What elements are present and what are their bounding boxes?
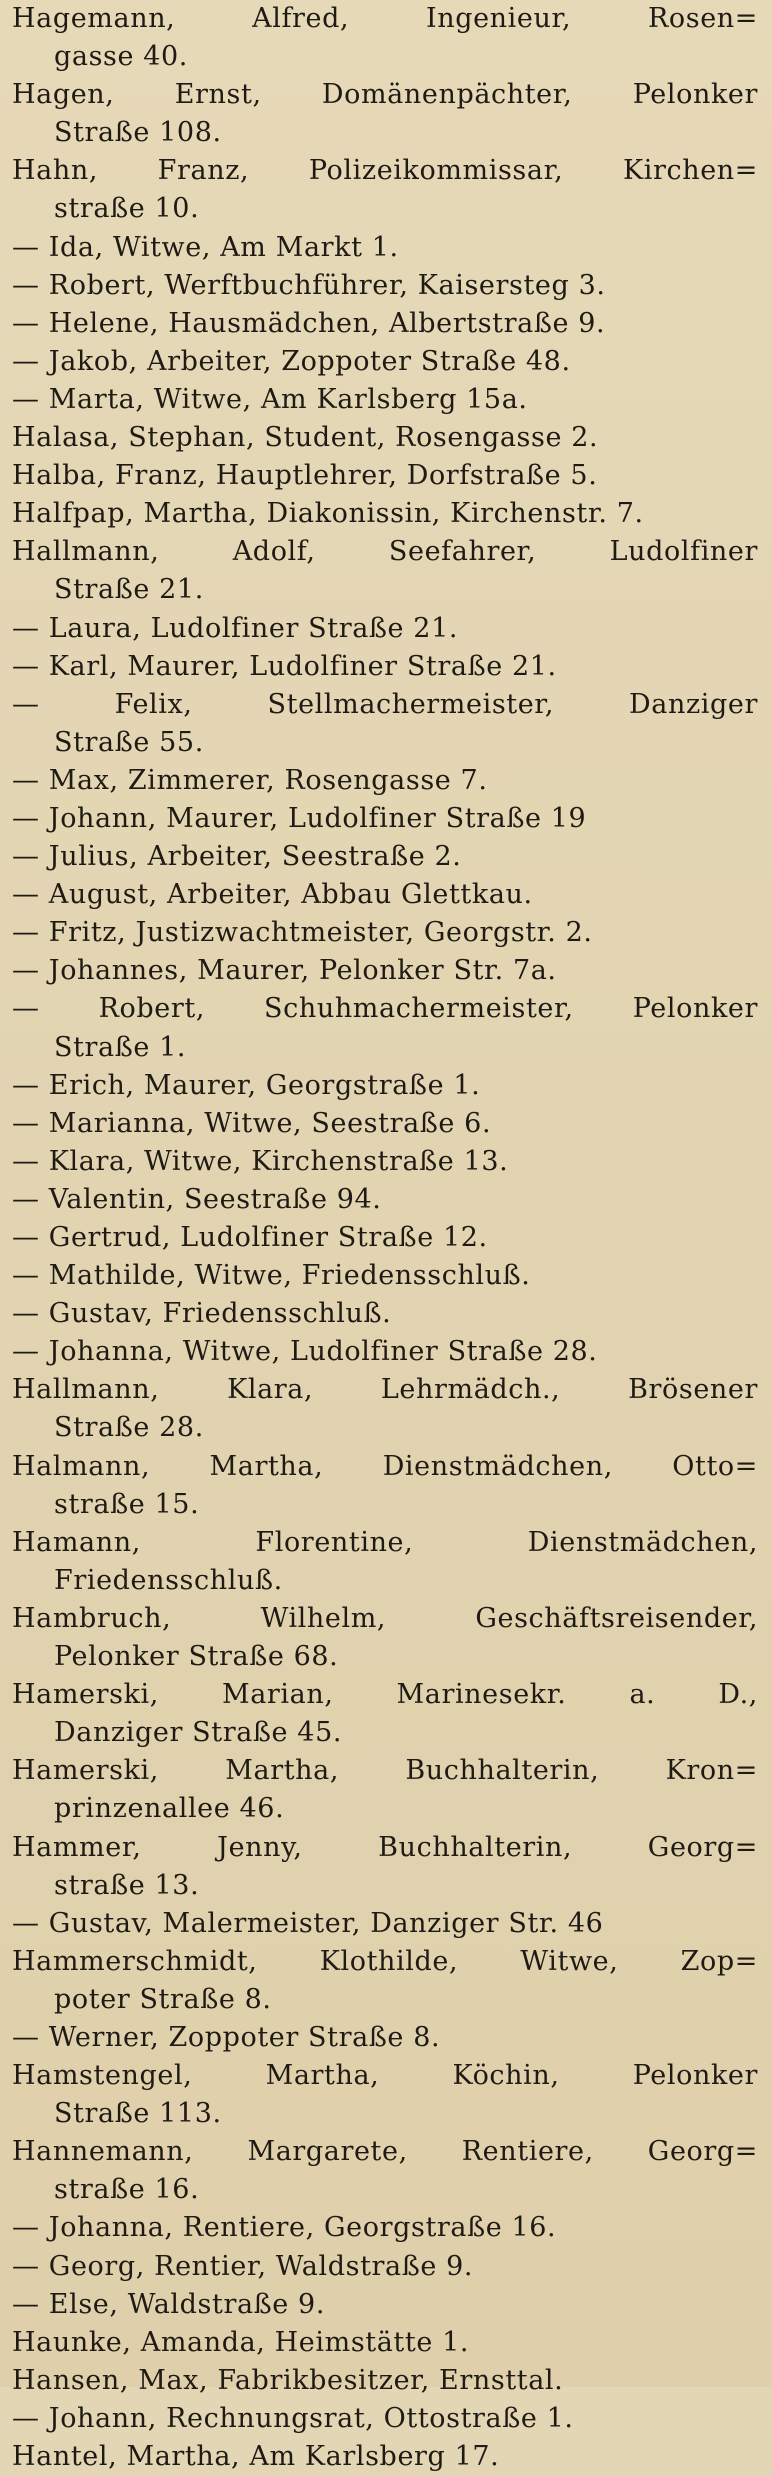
directory-entry [12,495,758,533]
directory-entry [12,1752,758,1828]
entry-continuation-line: Straße 55. [54,726,204,758]
directory-entry [12,1524,758,1600]
directory-entry [12,990,758,1066]
directory-entry [12,0,758,76]
entry-line: Hagemann, Alfred, Ingenieur, Rosen= [12,3,758,34]
entry-line: — Johanna, Rentiere, Georgstraße 16. [12,2212,557,2244]
directory-entry [12,800,758,838]
entry-line: — Robert, Werftbuchführer, Kaisersteg 3. [12,269,606,301]
entry-line: — Johann, Rechnungsrat, Ottostraße 1. [12,2402,574,2434]
entry-line: Hallmann, Klara, Lehrmädch., Brösener [12,1374,758,1406]
entry-line: — Jakob, Arbeiter, Zoppoter Straße 48. [12,345,571,377]
directory-entry [12,2438,758,2476]
entry-line: — Julius, Arbeiter, Seestraße 2. [12,841,462,873]
directory-entry [12,533,758,609]
entry-line: — Johannes, Maurer, Pelonker Str. 7a. [12,955,557,987]
entry-line: Hallmann, Adolf, Seefahrer, Ludolfiner [12,536,758,568]
entry-line: Halmann, Martha, Dienstmädchen, Otto= [12,1450,758,1482]
entry-line: — Gertrud, Ludolfiner Straße 12. [12,1222,488,1253]
entry-continuation-line: Straße 1. [54,1031,187,1063]
entry-line: — Johann, Maurer, Ludolfiner Straße 19 [12,802,587,834]
directory-entry [12,1371,758,1447]
entry-line: — Fritz, Justizwachtmeister, Georgstr. 2. [12,917,593,949]
entry-line: — Klara, Witwe, Kirchenstraße 13. [12,1145,509,1177]
directory-entry [12,2248,758,2286]
directory-entry [12,762,758,800]
directory-entry [12,1067,758,1105]
entry-line: Hansen, Max, Fabrikbesitzer, Ernsttal. [12,2364,564,2396]
directory-entry [12,952,758,990]
entry-line: — Felix, Stellmachermeister, Danziger [12,688,758,720]
entry-line: Hammer, Jenny, Buchhalterin, Georg= [12,1831,758,1863]
entry-line: — Mathilde, Witwe, Friedensschluß. [12,1260,531,1292]
entry-line: Hamerski, Marian, Marinesekr. a. D., [12,1679,758,1711]
entry-line: — Marianna, Witwe, Seestraße 6. [12,1107,492,1139]
directory-entry [12,2209,758,2247]
entry-line: — Georg, Rentier, Waldstraße 9. [12,2250,474,2282]
entry-line: Haunke, Amanda, Heimstätte 1. [12,2326,470,2358]
entry-line: Hantel, Martha, Am Karlsberg 17. [12,2441,500,2472]
directory-entry [12,1333,758,1371]
directory-entry [12,1829,758,1905]
entry-line: — Erich, Maurer, Georgstraße 1. [12,1069,481,1101]
entry-continuation-line: prinzenallee 46. [54,1793,285,1825]
entry-continuation-line: straße 16. [54,2174,200,2206]
directory-entry [12,457,758,495]
directory-entry [12,838,758,876]
directory-entry [12,1295,758,1333]
directory-entry [12,419,758,457]
directory-entry [12,1448,758,1524]
entry-line: — Ida, Witwe, Am Markt 1. [12,231,399,263]
entry-line: — Gustav, Malermeister, Danziger Str. 46 [12,1907,604,1939]
entry-continuation-line: Straße 108. [54,117,222,149]
directory-entry [12,1105,758,1143]
entry-continuation-line: Straße 21. [54,574,204,606]
directory-entry [12,267,758,305]
directory-entry [12,1905,758,1943]
directory-entry [12,343,758,381]
entry-line: — Robert, Schuhmachermeister, Pelonker [12,993,758,1025]
directory-entry [12,2324,758,2362]
directory-entry [12,2362,758,2400]
entry-line: Hagen, Ernst, Domänenpächter, Pelonker [12,79,758,111]
entry-line: — Marta, Witwe, Am Karlsberg 15a. [12,383,528,415]
directory-entry [12,1600,758,1676]
directory-entry [12,2019,758,2057]
entry-continuation-line: straße 15. [54,1488,200,1520]
entry-continuation-line: gasse 40. [54,41,188,73]
entry-continuation-line: Friedensschluß. [54,1564,283,1596]
entry-line: Halfpap, Martha, Diakonissin, Kirchenstr. 7. [12,498,644,530]
entry-line: Hammerschmidt, Klothilde, Witwe, Zop= [12,1945,758,1977]
directory-entry [12,914,758,952]
directory-entry [12,1143,758,1181]
directory-entry [12,1943,758,2019]
entry-continuation-line: straße 10. [54,193,200,225]
directory-entry [12,2133,758,2209]
directory-entry [12,2400,758,2438]
entry-line: Hamstengel, Martha, Köchin, Pelonker [12,2060,758,2092]
entry-line: — August, Arbeiter, Abbau Glettkau. [12,879,533,911]
entry-line: — Else, Waldstraße 9. [12,2288,326,2320]
entry-continuation-line: poter Straße 8. [54,1983,272,2015]
directory-entry [12,1219,758,1257]
entry-line: Halasa, Stephan, Student, Rosengasse 2. [12,422,599,454]
entry-line: — Werner, Zoppoter Straße 8. [12,2021,441,2053]
entry-continuation-line: Straße 28. [54,1412,204,1444]
entry-continuation-line: Straße 113. [54,2098,222,2130]
entry-line: Halba, Franz, Hauptlehrer, Dorfstraße 5. [12,460,598,492]
entry-line: — Max, Zimmerer, Rosengasse 7. [12,764,488,796]
directory-entry [12,648,758,686]
entry-continuation-line: Danziger Straße 45. [54,1717,343,1749]
entry-line: Hannemann, Margarete, Rentiere, Georg= [12,2136,758,2168]
directory-entry [12,1676,758,1752]
directory-entry [12,152,758,228]
directory-entry [12,1181,758,1219]
directory-entry [12,76,758,152]
entry-line: — Laura, Ludolfiner Straße 21. [12,612,459,644]
entry-line: — Gustav, Friedensschluß. [12,1298,392,1330]
directory-entry [12,229,758,267]
directory-entry [12,381,758,419]
entry-line: Hamerski, Martha, Buchhalterin, Kron= [12,1755,758,1787]
entry-line: Hambruch, Wilhelm, Geschäftsreisender, [12,1602,758,1634]
entry-line: — Helene, Hausmädchen, Albertstraße 9. [12,307,606,339]
entry-line: — Karl, Maurer, Ludolfiner Straße 21. [12,650,557,682]
directory-entry [12,305,758,343]
directory-entry [12,876,758,914]
directory-entries [12,0,758,2476]
entry-line: Hahn, Franz, Polizeikommissar, Kirchen= [12,155,758,187]
directory-entry [12,610,758,648]
entry-continuation-line: Pelonker Straße 68. [54,1641,339,1673]
entry-line: — Johanna, Witwe, Ludolfiner Straße 28. [12,1336,598,1368]
directory-entry [12,2286,758,2324]
entry-continuation-line: straße 13. [54,1869,200,1901]
entry-line: — Valentin, Seestraße 94. [12,1183,382,1215]
entry-line: Hamann, Florentine, Dienstmädchen, [12,1526,758,1558]
directory-entry [12,2057,758,2133]
directory-entry [12,686,758,762]
directory-entry [12,1257,758,1295]
